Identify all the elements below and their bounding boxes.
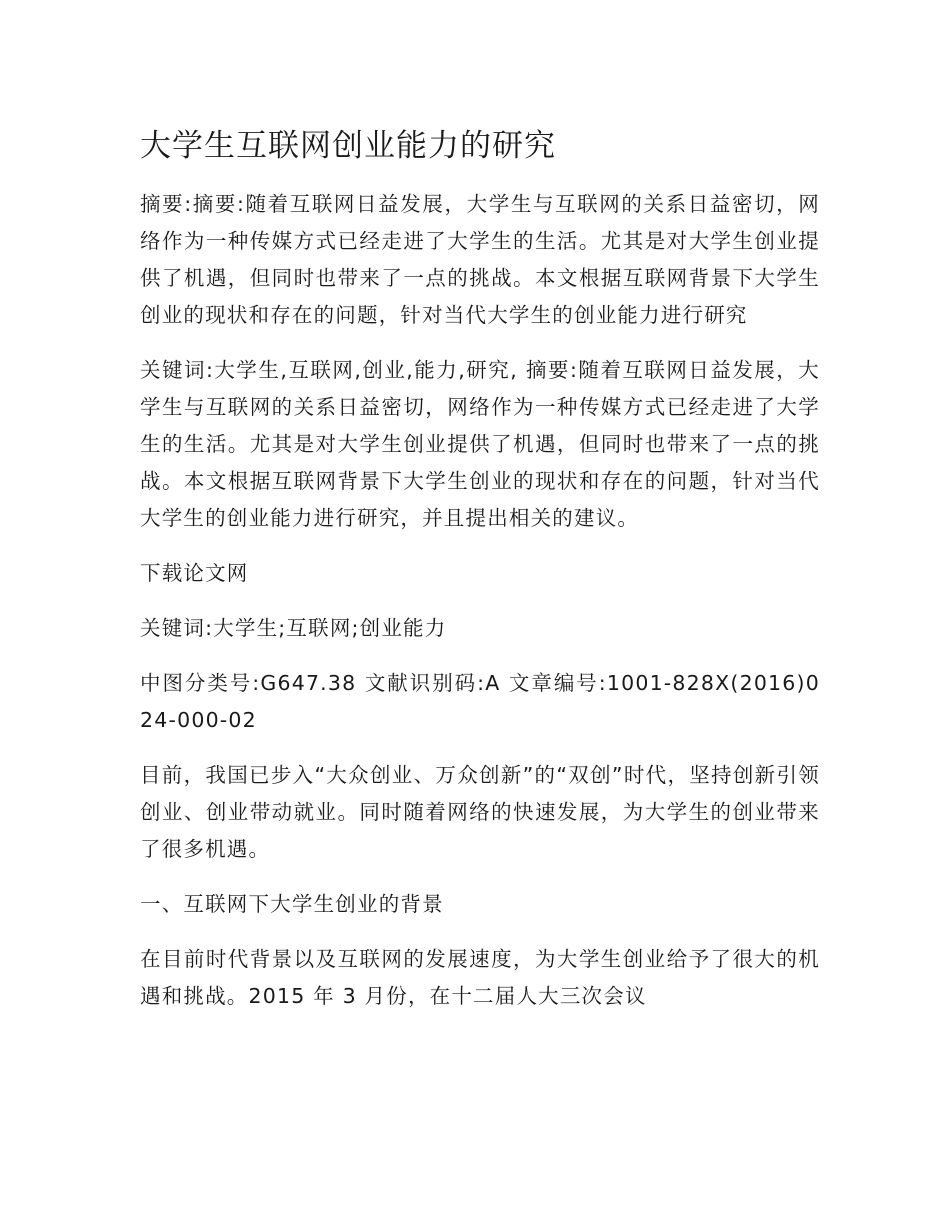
download-link-text: 下载论文网 xyxy=(140,561,249,585)
classification-paragraph: 中图分类号:G647.38 文献识别码:A 文章编号:1001-828X(2016)024-000-02 xyxy=(140,671,820,732)
keywords-paragraph: 关键词:大学生;互联网;创业能力 xyxy=(140,616,447,640)
section-heading: 一、互联网下大学生创业的背景 xyxy=(140,892,444,916)
document-page xyxy=(140,120,820,1033)
document-title: 大学生互联网创业能力的研究 xyxy=(140,128,556,164)
abstract-paragraph: 摘要:摘要:随着互联网日益发展，大学生与互联网的关系日益密切，网络作为一种传媒方式已经走进了大学生的生活。尤其是对大学生创业提供了机遇，但同时也带来了一点的挑战。本文根据互联网背景下大学生创业的现状和存在的问题，针对当代大学生的创业能力进行研究 xyxy=(140,192,820,327)
keywords-abstract-paragraph: 关键词:大学生,互联网,创业,能力,研究, 摘要:随着互联网日益发展，大学生与互联网的关系日益密切，网络作为一种传媒方式已经走进了大学生的生活。尤其是对大学生创业提供了机遇，但同时也带来了一点的挑战。本文根据互联网背景下大学生创业的现状和存在的问题，针对当代大学生的创业能力进行研究，并且提出相关的建议。 xyxy=(140,358,820,530)
intro-paragraph: 目前，我国已步入“大众创业、万众创新”的“双创”时代，坚持创新引领创业、创业带动就业。同时随着网络的快速发展，为大学生的创业带来了很多机遇。 xyxy=(140,763,820,861)
body-paragraph: 在目前时代背景以及互联网的发展速度，为大学生创业给予了很大的机遇和挑战。2015 年 3 月份，在十二届人大三次会议 xyxy=(140,947,820,1008)
